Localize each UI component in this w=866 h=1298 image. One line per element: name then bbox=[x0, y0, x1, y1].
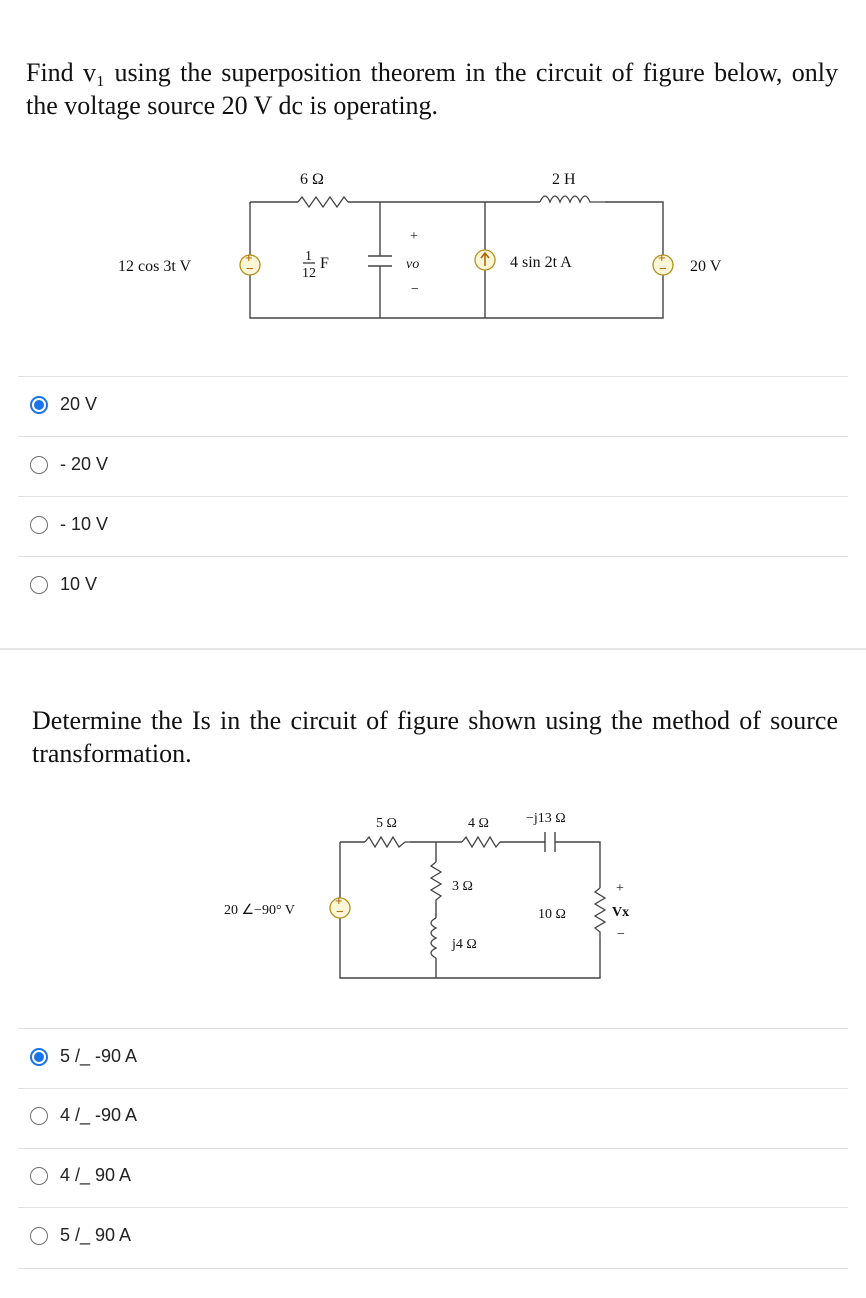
q2-option-1-radio[interactable] bbox=[30, 1048, 48, 1066]
question-1-text: Find v₁ using the superposition theorem in the circuit of figure below, only the voltage source 20 V dc is operating. bbox=[26, 58, 838, 120]
r10-label: 10 Ω bbox=[538, 907, 566, 922]
svg-text:−: − bbox=[246, 261, 254, 276]
svg-text:+: + bbox=[410, 229, 418, 244]
q1-option-4-radio[interactable] bbox=[30, 576, 48, 594]
svg-text:+: + bbox=[616, 881, 624, 896]
svg-text:+: + bbox=[335, 893, 343, 908]
resistor-5-ohm bbox=[365, 837, 410, 847]
r5-label: 5 Ω bbox=[376, 816, 397, 831]
output-voltage-label: vo bbox=[406, 257, 420, 272]
resistor-10-ohm bbox=[595, 888, 605, 938]
capacitor-num: 1 bbox=[305, 249, 312, 264]
vx-label: Vx bbox=[612, 905, 630, 920]
q1-option-3[interactable]: - 10 V bbox=[30, 514, 108, 535]
svg-text:+: + bbox=[658, 250, 666, 265]
q2-option-1[interactable]: 5 /_ -90 A bbox=[30, 1046, 137, 1067]
r4-label: 4 Ω bbox=[468, 816, 489, 831]
r3-label: 3 Ω bbox=[452, 879, 473, 894]
q1-option-2[interactable]: - 20 V bbox=[30, 454, 108, 475]
cap-label: −j13 Ω bbox=[526, 811, 566, 826]
inductor-2h bbox=[540, 196, 605, 202]
q2-option-3[interactable]: 4 /_ 90 A bbox=[30, 1165, 131, 1186]
inductor-j4 bbox=[431, 918, 436, 958]
ind-label: j4 Ω bbox=[452, 937, 477, 952]
q1-option-3-radio[interactable] bbox=[30, 516, 48, 534]
inductor-2h-label: 2 H bbox=[552, 171, 576, 188]
source-label: 20 ∠−90° V bbox=[224, 903, 295, 918]
current-source-label: 4 sin 2t A bbox=[510, 254, 572, 271]
capacitor-den: 12 bbox=[302, 266, 316, 281]
question-1-circuit-diagram bbox=[100, 160, 760, 330]
svg-text:−: − bbox=[659, 261, 667, 276]
svg-text:−: − bbox=[336, 904, 344, 919]
resistor-6-ohm bbox=[298, 197, 348, 207]
q1-option-2-radio[interactable] bbox=[30, 456, 48, 474]
resistor-6-ohm-label: 6 Ω bbox=[300, 171, 324, 188]
q2-option-2-radio[interactable] bbox=[30, 1107, 48, 1125]
dc-source-label: 20 V bbox=[690, 258, 722, 275]
question-2-text: Determine the Is in the circuit of figure shown using the method of source transformation. bbox=[32, 706, 838, 768]
q1-option-4[interactable]: 10 V bbox=[30, 574, 97, 595]
capacitor-unit: F bbox=[320, 255, 329, 272]
q1-option-1-radio[interactable] bbox=[30, 396, 48, 414]
q2-option-2[interactable]: 4 /_ -90 A bbox=[30, 1105, 137, 1126]
q1-option-1[interactable]: 20 V bbox=[30, 394, 97, 415]
voltage-source-label: 12 cos 3t V bbox=[118, 258, 192, 275]
resistor-4-ohm bbox=[462, 837, 500, 847]
q2-option-4-radio[interactable] bbox=[30, 1227, 48, 1245]
question-2-circuit-diagram bbox=[200, 800, 650, 985]
svg-text:−: − bbox=[411, 282, 419, 297]
q2-option-3-radio[interactable] bbox=[30, 1167, 48, 1185]
svg-text:+: + bbox=[245, 250, 253, 265]
svg-text:−: − bbox=[617, 927, 625, 942]
resistor-3-ohm bbox=[431, 862, 441, 902]
q2-option-4[interactable]: 5 /_ 90 A bbox=[30, 1225, 131, 1246]
